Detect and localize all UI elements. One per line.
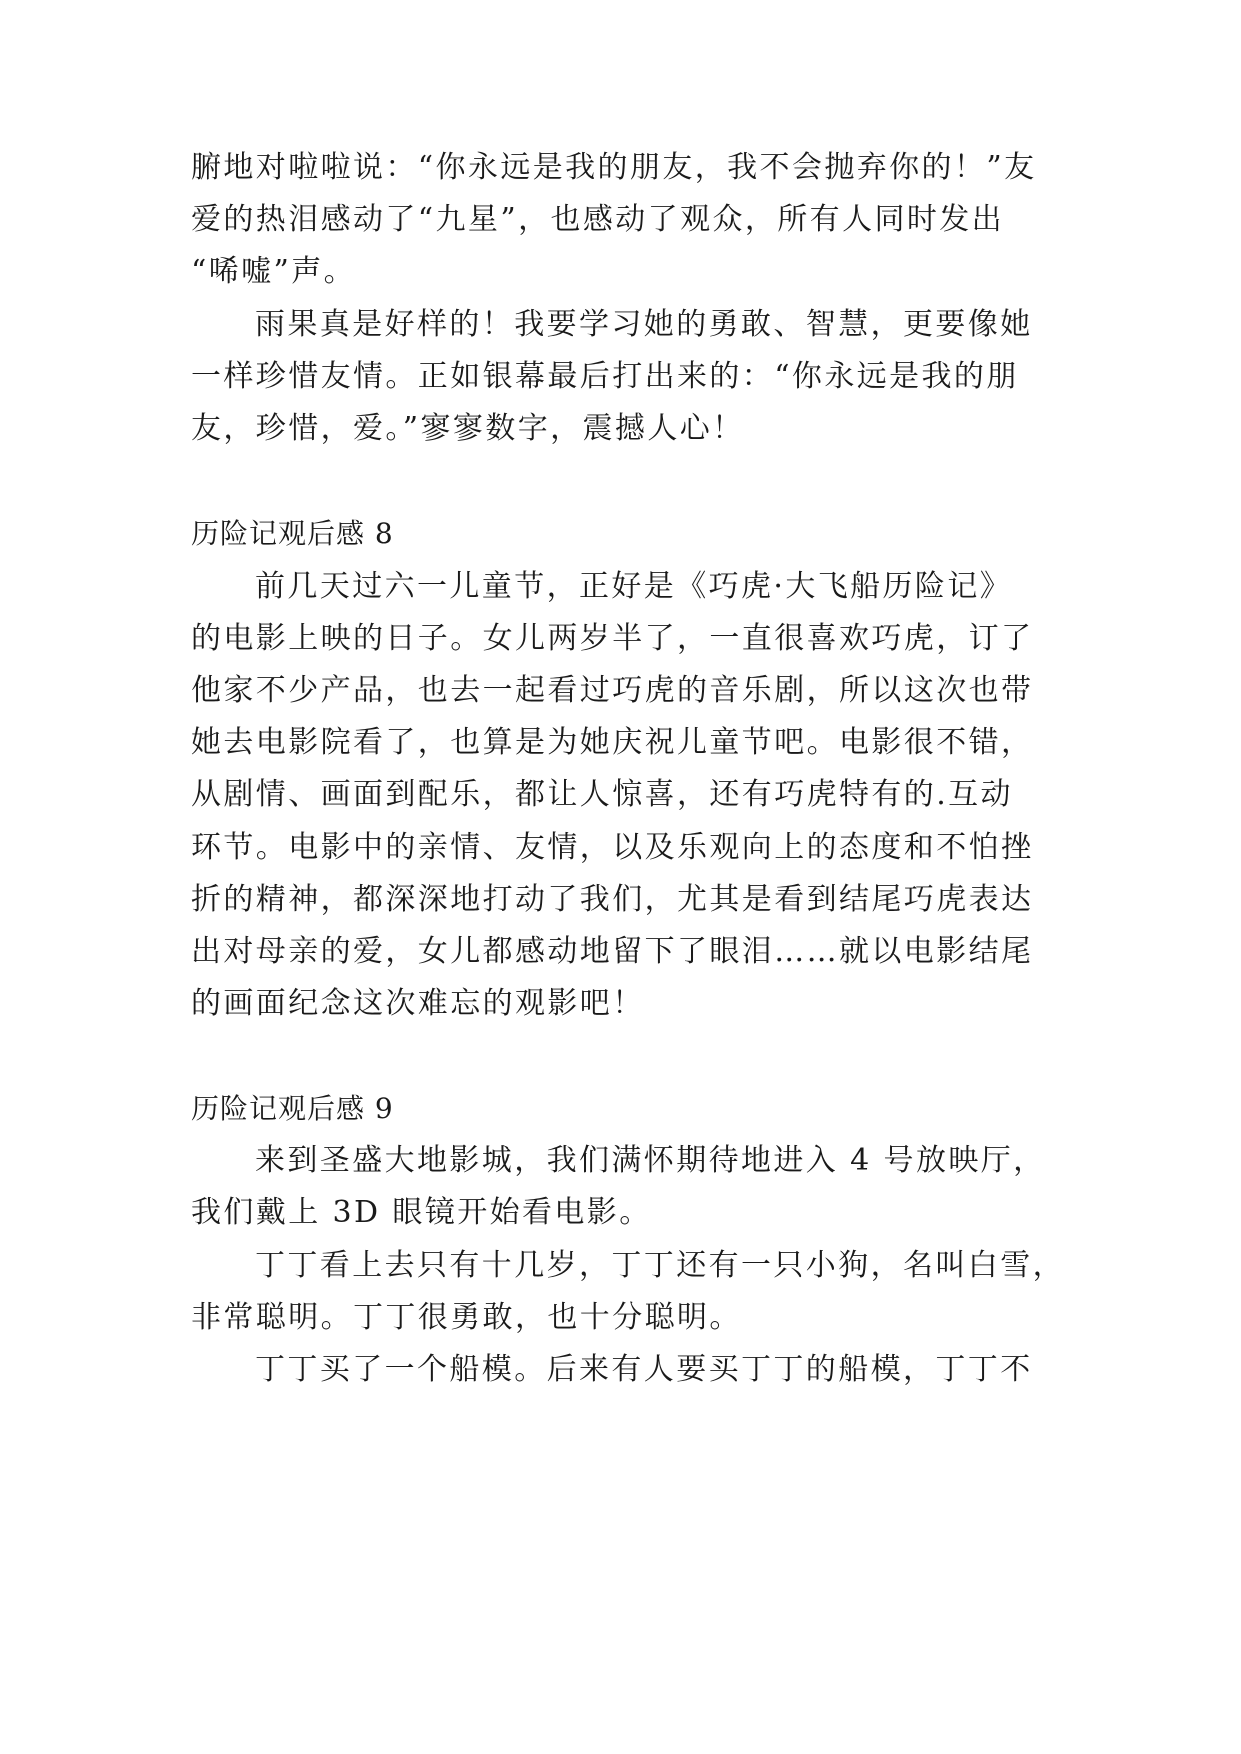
paragraph-line: 他家不少产品，也去一起看过巧虎的音乐剧，所以这次也带 xyxy=(191,673,1034,708)
paragraph-line: 的电影上映的日子。女儿两岁半了，一直很喜欢巧虎，订了 xyxy=(191,621,1034,656)
paragraph-line: 来到圣盛大地影城，我们满怀期待地进入 4 号放映厅， xyxy=(255,1143,1046,1178)
paragraph-line: 腑地对啦啦说：“你永远是我的朋友，我不会抛弃你的！”友 xyxy=(191,150,1037,185)
section-title: 历险记观后感 9 xyxy=(191,1092,394,1125)
paragraph-line: 丁丁看上去只有十几岁，丁丁还有一只小狗，名叫白雪， xyxy=(255,1248,1065,1283)
paragraph-line: 的画面纪念这次难忘的观影吧！ xyxy=(191,986,645,1021)
paragraph-line: 折的精神，都深深地打动了我们，尤其是看到结尾巧虎表达 xyxy=(191,882,1034,917)
section-title: 历险记观后感 8 xyxy=(191,517,394,550)
paragraph-line: 环节。电影中的亲情、友情，以及乐观向上的态度和不怕挫 xyxy=(191,830,1034,865)
paragraph-line: 非常聪明。丁丁很勇敢，也十分聪明。 xyxy=(191,1300,742,1335)
paragraph-line: 爱的热泪感动了“九星”，也感动了观众，所有人同时发出 xyxy=(191,202,1005,237)
paragraph-line: 一样珍惜友情。正如银幕最后打出来的：“你永远是我的朋 xyxy=(191,359,1019,394)
paragraph-line: 丁丁买了一个船模。后来有人要买丁丁的船模，丁丁不 xyxy=(255,1352,1033,1387)
paragraph-line: 雨果真是好样的！我要学习她的勇敢、智慧，更要像她 xyxy=(255,307,1033,342)
paragraph-line: “唏嘘”声。 xyxy=(191,254,357,289)
paragraph-line: 从剧情、画面到配乐，都让人惊喜，还有巧虎特有的.互动 xyxy=(191,777,1013,812)
paragraph-line: 她去电影院看了，也算是为她庆祝儿童节吧。电影很不错， xyxy=(191,725,1034,760)
paragraph-line: 友，珍惜，爱。”寥寥数字，震撼人心！ xyxy=(191,411,745,446)
paragraph-line: 出对母亲的爱，女儿都感动地留下了眼泪……就以电影结尾 xyxy=(191,934,1034,969)
paragraph-line: 我们戴上 3D 眼镜开始看电影。 xyxy=(191,1195,652,1230)
paragraph-line: 前几天过六一儿童节，正好是《巧虎·大飞船历险记》 xyxy=(255,569,1013,604)
